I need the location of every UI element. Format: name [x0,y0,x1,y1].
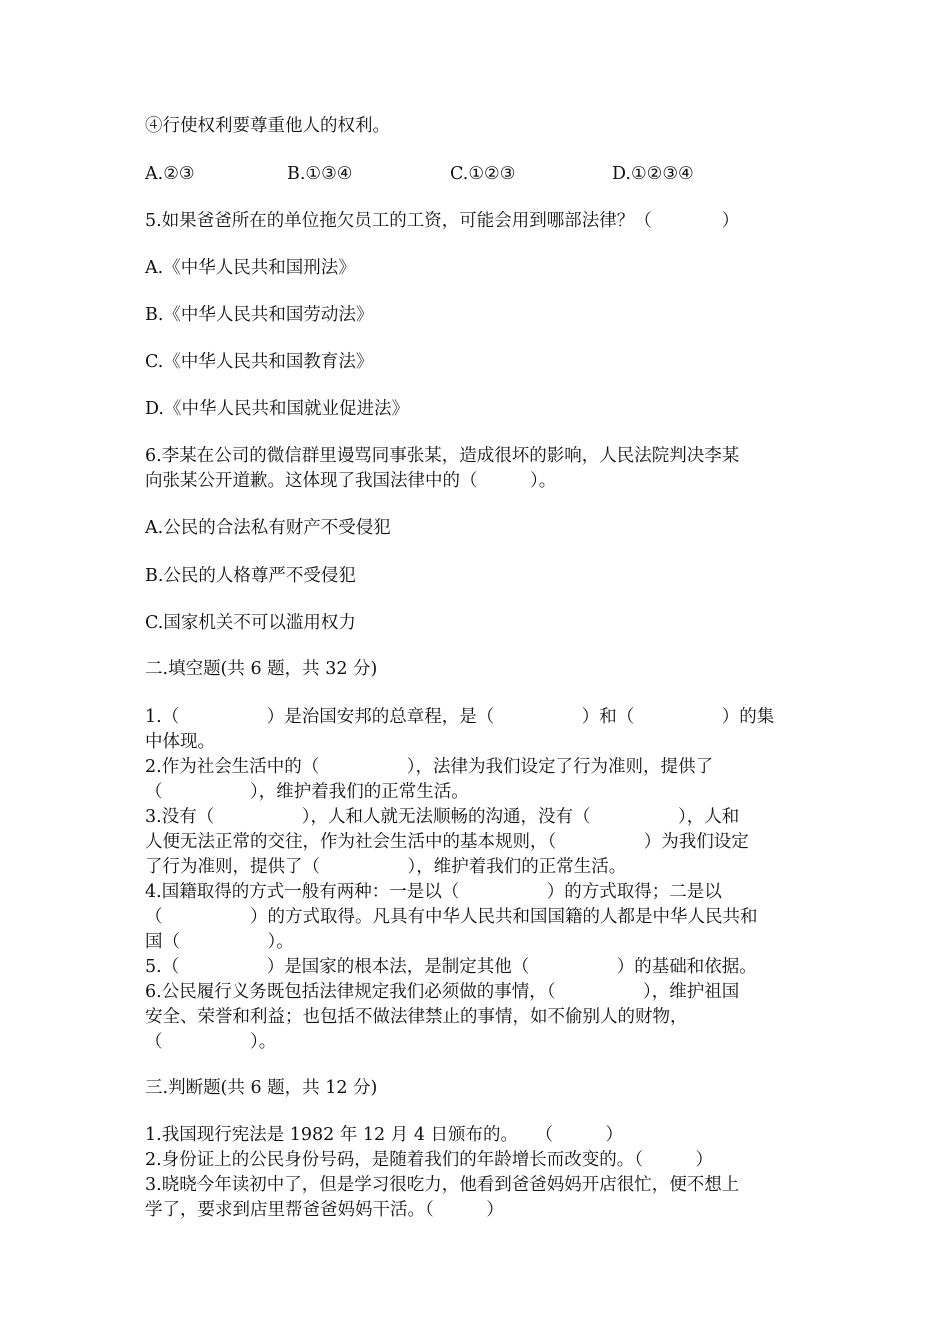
section2-line: 5.（ ）是国家的根本法，是制定其他（ ）的基础和依据。 [145,957,757,977]
q6-option-b: B.公民的人格尊严不受侵犯 [145,566,356,586]
section3-heading: 三.判断题(共 6 题，共 12 分) [145,1078,378,1098]
section2-line: 中体现。 [145,732,215,752]
q5-option-c: C.《中华人民共和国教育法》 [145,352,374,372]
section3-line: 2.身份证上的公民身份号码，是随着我们的年龄增长而改变的。（ ） [145,1150,713,1170]
section2-line: 了行为准则，提供了（ ），维护着我们的正常生活。 [145,857,627,877]
q6-stem-line: 向张某公开道歉。这体现了我国法律中的（ ）。 [145,471,557,491]
section3-line: 3.晓晓今年读初中了，但是学习很吃力，他看到爸爸妈妈开店很忙，便不想上 [145,1175,740,1195]
q5-stem: 5.如果爸爸所在的单位拖欠员工的工资，可能会用到哪部法律？（ ） [145,211,740,231]
q6-option-c: C.国家机关不可以滥用权力 [145,613,356,633]
q4-option-c: C.①②③ [450,164,516,184]
section2-line: 人便无法正常的交往，作为社会生活中的基本规则，（ ）为我们设定 [145,832,749,852]
section2-line: （ ）。 [145,1032,277,1052]
q4-option-d: D.①②③④ [612,164,694,184]
q4-option-b: B.①③④ [287,164,353,184]
q5-option-d: D.《中华人民共和国就业促进法》 [145,399,409,419]
q5-option-a: A.《中华人民共和国刑法》 [145,258,356,278]
section2-line: 1.（ ）是治国安邦的总章程，是（ ）和（ ）的集 [145,707,775,727]
section2-line: （ ），维护着我们的正常生活。 [145,782,469,802]
section2-line: 4.国籍取得的方式一般有两种：一是以（ ）的方式取得；二是以 [145,882,722,902]
q4-option-a: A.②③ [145,164,195,184]
section2-line: （ ）的方式取得。凡具有中华人民共和国国籍的人都是中华人民共和 [145,907,758,927]
section3-line: 1.我国现行宪法是 1982 年 12 月 4 日颁布的。 （ ） [145,1125,624,1145]
section2-line: 2.作为社会生活中的（ ），法律为我们设定了行为准则，提供了 [145,757,713,777]
q4-options [0,162,950,186]
section2-line: 国（ ）。 [145,932,294,952]
section2-line: 6.公民履行义务既包括法律规定我们必须做的事情，（ ），维护祖国 [145,982,740,1002]
q6-stem-line: 6.李某在公司的微信群里谩骂同事张某，造成很坏的影响，人民法院判决李某 [145,446,740,466]
q6-option-a: A.公民的合法私有财产不受侵犯 [145,518,391,538]
section2-line: 3.没有（ ），人和人就无法顺畅的沟通，没有（ ），人和 [145,807,740,827]
q5-option-b: B.《中华人民共和国劳动法》 [145,305,374,325]
section2-line: 安全、荣誉和利益；也包括不做法律禁止的事情，如不偷别人的财物， [145,1007,688,1027]
section2-heading: 二.填空题(共 6 题，共 32 分) [145,659,378,679]
section3-line: 学了，要求到店里帮爸爸妈妈干活。（ ） [145,1200,504,1220]
q4-statement-4: ④行使权利要尊重他人的权利。 [145,116,390,136]
